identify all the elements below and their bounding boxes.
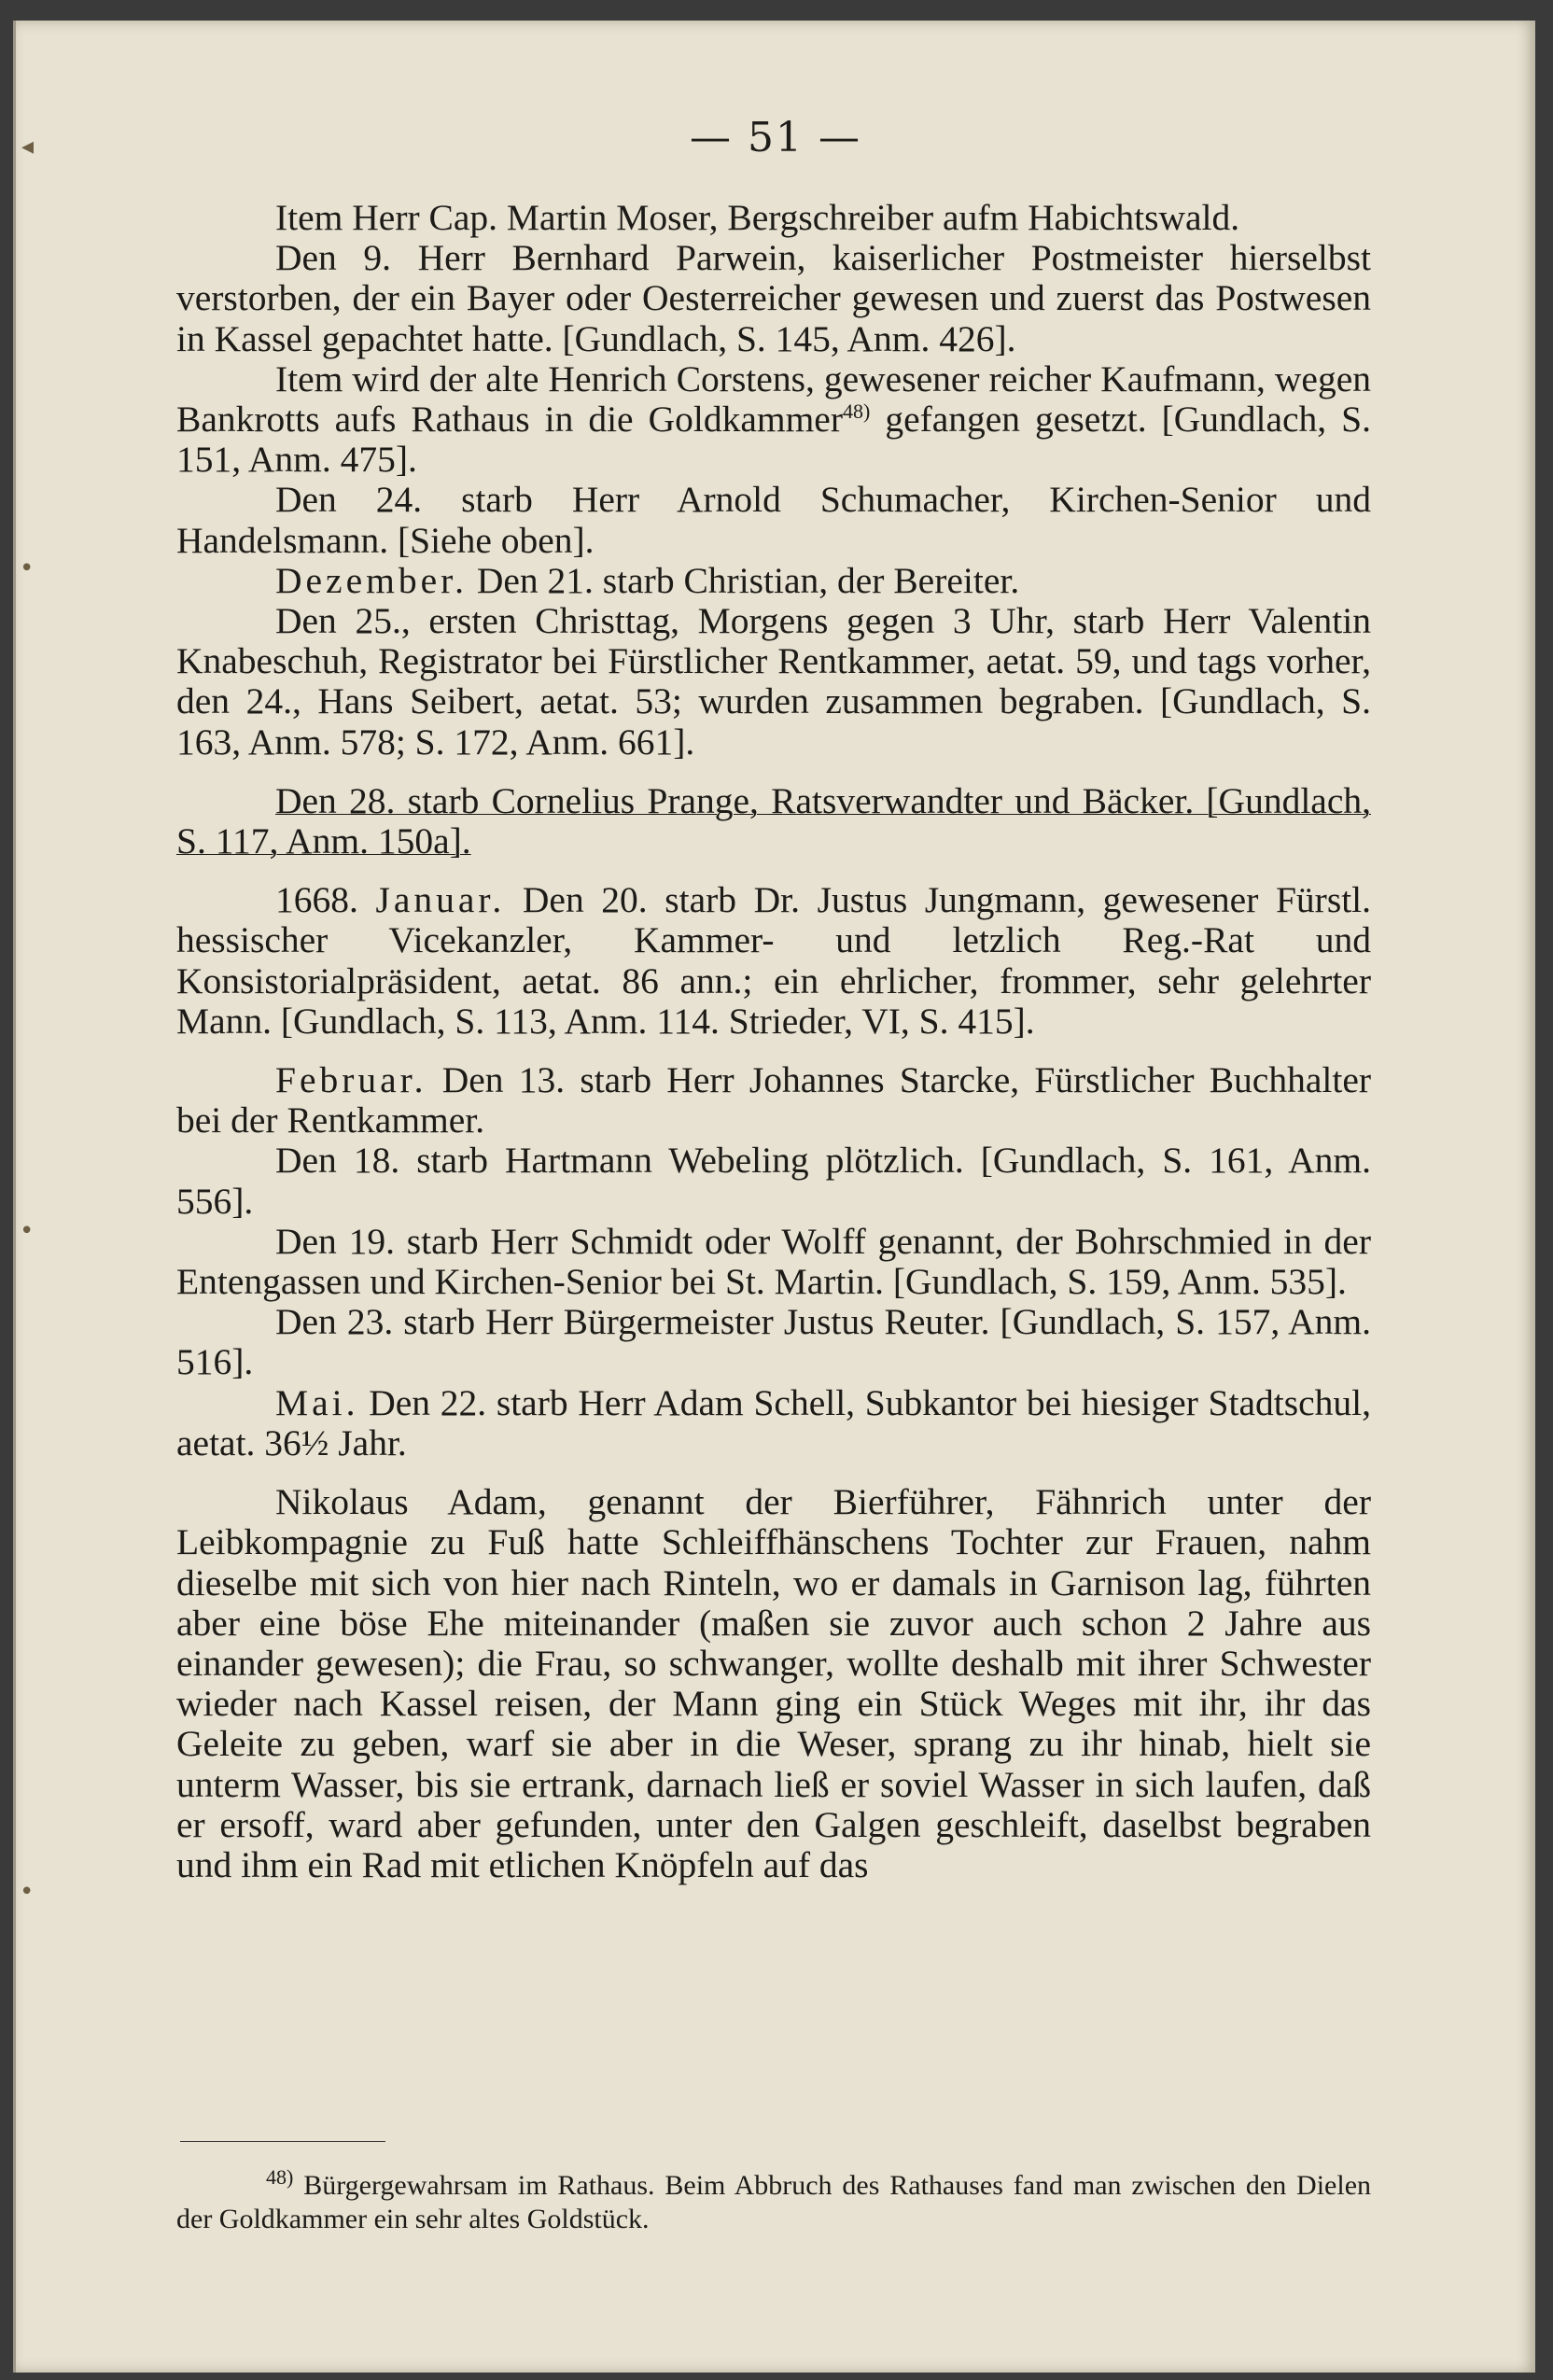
footnote-number: 48) — [266, 2165, 294, 2189]
margin-mark: • — [20, 554, 35, 582]
paragraph — [176, 1060, 1371, 1141]
paragraph: Den 18. starb Hartmann Webeling plötzlich. [Gundlach, S. 161, Anm. 556]. — [176, 1140, 1371, 1222]
paragraph: Den 23. starb Herr Bürgermeister Justus Reuter. [Gundlach, S. 157, Anm. 516]. — [176, 1301, 1371, 1383]
paragraph: Den 24. starb Herr Arnold Schumacher, Kirchen-Senior und Handelsmann. [Siehe oben]. — [176, 479, 1371, 561]
footnote-body: Bürgergewahrsam im Rathaus. Beim Abbruch des Rathauses fand man zwischen den Dielen der Goldkammer ein sehr altes Goldstück. — [176, 2170, 1372, 2234]
book-page — [13, 21, 1535, 2373]
paragraph: Den 9. Herr Bernhard Parwein, kaiserlicher Postmeister hierselbst verstorben, der ein Bayer oder Oesterreicher gewesen und zuerst das Postwesen in Kassel gepachtet hatte. [Gundlach, S. 145, Anm. 426]. — [176, 237, 1371, 359]
paragraph — [176, 880, 1371, 1042]
page-number: — 51 — — [690, 114, 861, 161]
month-heading: Februar. — [275, 1059, 427, 1101]
footnote-text — [176, 2165, 1372, 2236]
paragraph-text: gefangen gesetzt. [Gundlach, S. 151, Anm. 475]. — [176, 399, 1371, 481]
paragraph: Den 25., ersten Christtag, Morgens gegen 3 Uhr, starb Herr Valentin Knabeschuh, Registrator bei Fürstlicher Rentkammer, aetat. 59, und tags vorher, den 24., Hans Seibert, aetat. 53; wurden zusammen begraben. [Gundlach, S. 163, Anm. 578; S. 172, Anm. 661]. — [176, 600, 1371, 763]
month-heading: Januar. — [375, 879, 506, 921]
paragraph-text: Den 22. starb Herr Adam Schell, Subkantor bei hiesiger Stadtschul, aetat. 36½ Jahr. — [176, 1381, 1372, 1463]
paragraph — [176, 359, 1371, 481]
paragraph: Nikolaus Adam, genannt der Bierführer, Fähnrich unter der Leibkompagnie zu Fuß hatte Schleiffhänschens Tochter zur Frauen, nahm dieselbe mit sich von hier nach Rinteln, wo er damals in Garnison lag, führten aber eine böse Ehe miteinander (maßen sie zuvor auch schon 2 Jahre aus einander gewesen); die Frau, so schwanger, wollte deshalb mit ihrer Schwester wieder nach Kassel reisen, der Mann ging ein Stück Weges mit ihr, ihr das Geleite zu geben, warf sie aber in die Weser, sprang zu ihr hinab, hielt sie unterm Wasser, bis sie ertrank, darnach ließ er soviel Wasser in sich laufen, daß er ersoff, ward aber gefunden, unter den Galgen geschleift, daselbst begraben und ihm ein Rad mit etlichen Knöpfeln auf das — [176, 1481, 1371, 1885]
paragraph-text: Item wird der alte Henrich Corstens, gewesener reicher Kaufmann, wegen Bankrotts aufs Rathaus in die Goldkammer — [176, 357, 1371, 441]
margin-mark: • — [20, 1878, 35, 1906]
paragraph-text: Den 21. starb Christian, der Bereiter. — [476, 559, 1020, 601]
paragraph: Item Herr Cap. Martin Moser, Bergschreiber aufm Habichtswald. — [275, 197, 1240, 238]
month-heading: Dezember. — [275, 559, 468, 601]
paragraph-text: Den 28. starb Cornelius Prange, Ratsverwandter und Bäcker. [Gundlach, S. 117, Anm. 150a]. — [176, 779, 1371, 862]
margin-mark: ◂ — [21, 133, 35, 161]
month-heading: Mai. — [275, 1381, 359, 1423]
footnote-divider — [180, 2141, 385, 2142]
body-text — [176, 198, 1371, 1885]
paragraph — [176, 1383, 1371, 1463]
paragraph: Den 19. starb Herr Schmidt oder Wolff genannt, der Bohrschmied in der Entengassen und Kirchen-Senior bei St. Martin. [Gundlach, S. 159, Anm. 535]. — [176, 1220, 1371, 1303]
paragraph-text: Den 13. starb Herr Johannes Starcke, Fürstlicher Buchhalter bei der Rentkammer. — [176, 1059, 1372, 1141]
paragraph — [176, 561, 1371, 601]
year-heading: 1668. — [275, 879, 358, 921]
paragraph-text: Den 20. starb Dr. Justus Jungmann, gewesener Fürstl. hessischer Vicekanzler, Kammer- und letzlich Reg.-Rat und Konsistorialpräsident, aetat. 86 ann.; ein ehrlicher, frommer, sehr gelehrter Mann. [Gundlach, S. 113, Anm. 114. Strieder, VI, S. 415]. — [176, 879, 1372, 1042]
footnote — [176, 2165, 1372, 2236]
paragraph — [176, 781, 1371, 861]
margin-mark: • — [20, 1217, 35, 1245]
footnote-reference: 48) — [843, 399, 871, 423]
